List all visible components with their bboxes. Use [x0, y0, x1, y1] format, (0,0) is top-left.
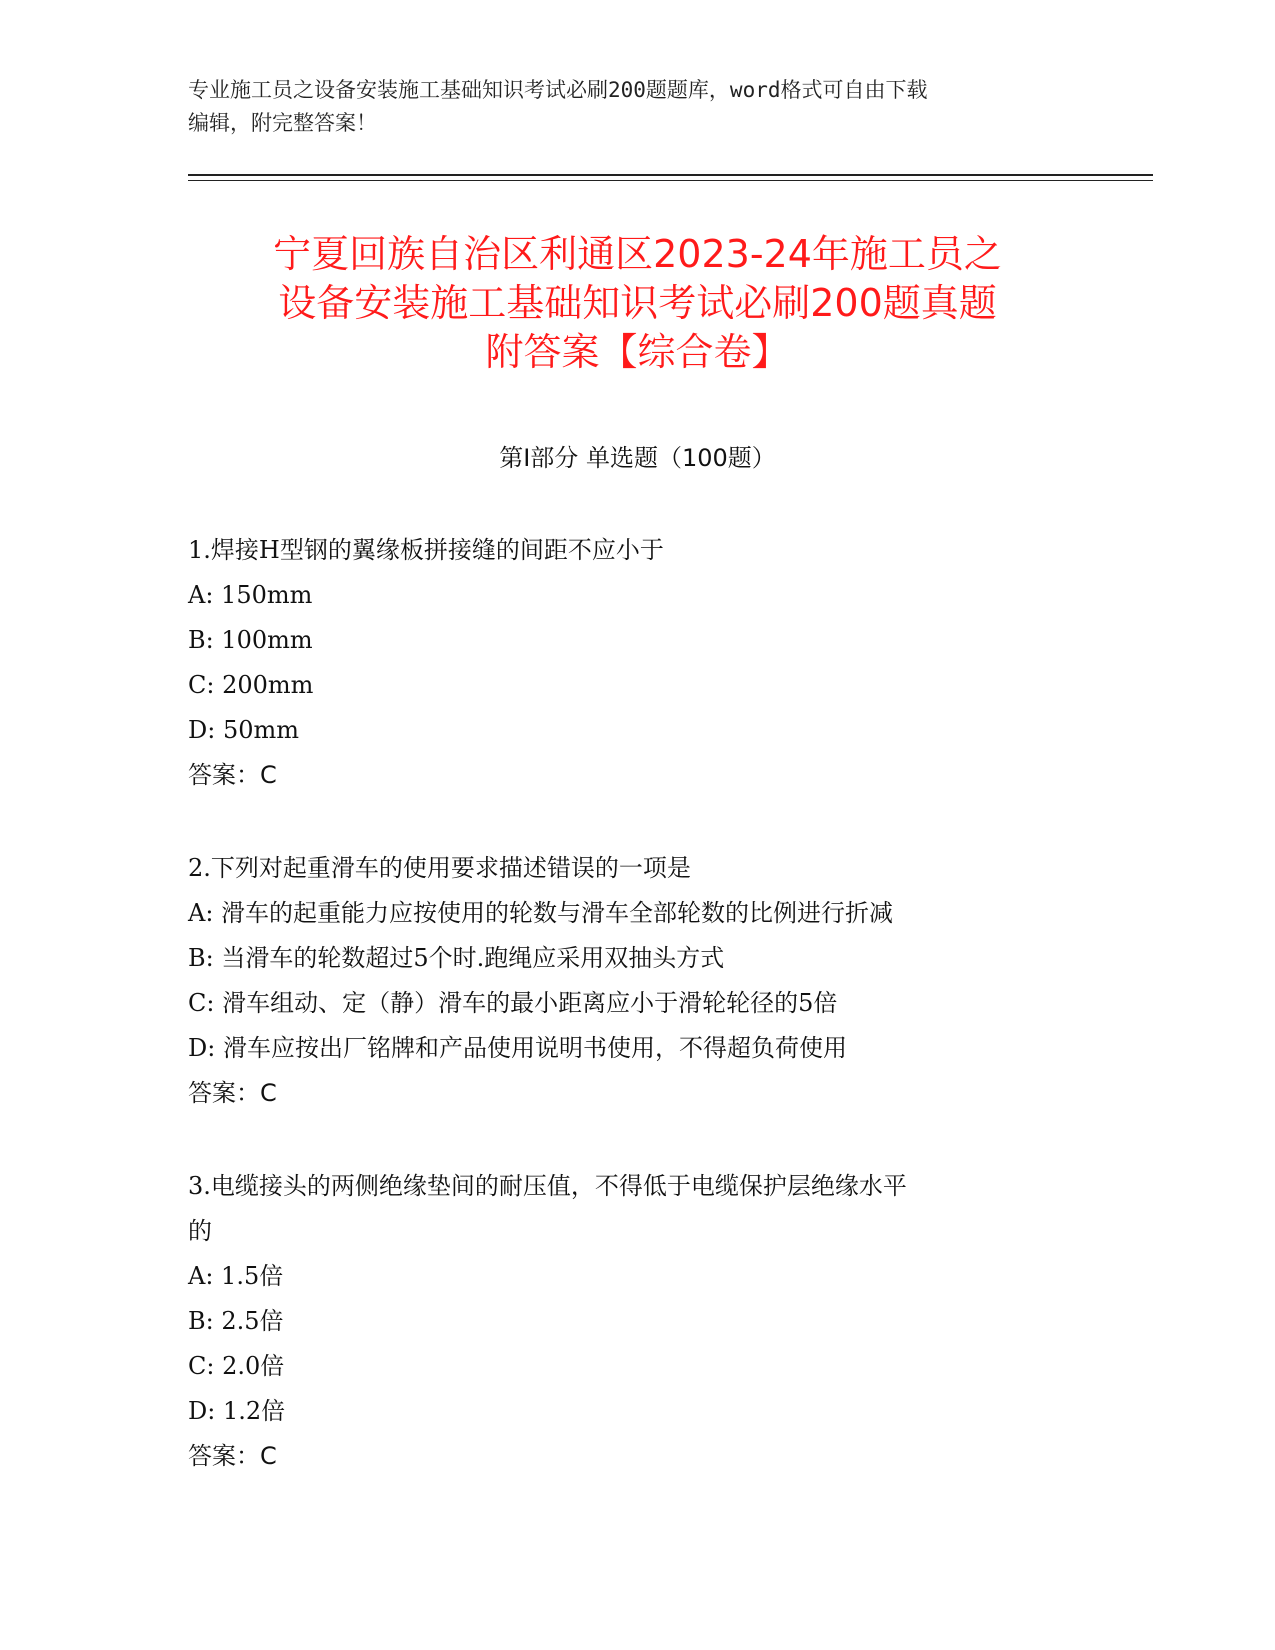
answer-label: 答案：C: [188, 1079, 277, 1107]
option-c: C: 2.0倍: [188, 1352, 285, 1380]
option-a: A: 150mm: [188, 581, 313, 609]
option-b: B: 2.5倍: [188, 1307, 284, 1335]
question-stem: 2.下列对起重滑车的使用要求描述错误的一项是: [188, 854, 691, 882]
header-divider-thin: [188, 180, 1153, 181]
question-2: [188, 846, 1088, 1116]
title-line-2: 设备安装施工基础知识考试必刷200题真题: [278, 281, 997, 325]
answer-label: 答案：C: [188, 1442, 277, 1470]
question-stem-continuation: 的: [188, 1217, 212, 1245]
question-1: [188, 528, 1088, 798]
question-stem: 3.电缆接头的两侧绝缘垫间的耐压值，不得低于电缆保护层绝缘水平: [188, 1172, 907, 1200]
option-d: D: 1.2倍: [188, 1397, 286, 1425]
header-note-line-1: 专业施工员之设备安装施工基础知识考试必刷200题题库，word格式可自由下载: [188, 78, 928, 102]
section-heading: 第Ⅰ部分 单选题（100题）: [499, 444, 776, 472]
answer-label: 答案：C: [188, 761, 277, 789]
option-d: D: 滑车应按出厂铭牌和产品使用说明书使用，不得超负荷使用: [188, 1034, 847, 1062]
title-line-1: 宁夏回族自治区利通区2023-24年施工员之: [273, 232, 1002, 276]
option-b: B: 当滑车的轮数超过5个时.跑绳应采用双抽头方式: [188, 944, 725, 972]
document-title: [150, 230, 1125, 377]
option-a: A: 1.5倍: [188, 1262, 284, 1290]
header-note: [188, 74, 1088, 140]
title-line-3: 附答案【综合卷】: [485, 330, 790, 374]
question-3: [188, 1164, 1088, 1479]
option-c: C: 200mm: [188, 671, 314, 699]
option-d: D: 50mm: [188, 716, 300, 744]
option-c: C: 滑车组动、定（静）滑车的最小距离应小于滑轮轮径的5倍: [188, 989, 838, 1017]
header-divider-thick: [188, 174, 1153, 176]
header-note-line-2: 编辑，附完整答案！: [188, 111, 377, 135]
question-stem: 1.焊接H型钢的翼缘板拼接缝的间距不应小于: [188, 536, 664, 564]
option-a: A: 滑车的起重能力应按使用的轮数与滑车全部轮数的比例进行折减: [188, 899, 894, 927]
option-b: B: 100mm: [188, 626, 313, 654]
